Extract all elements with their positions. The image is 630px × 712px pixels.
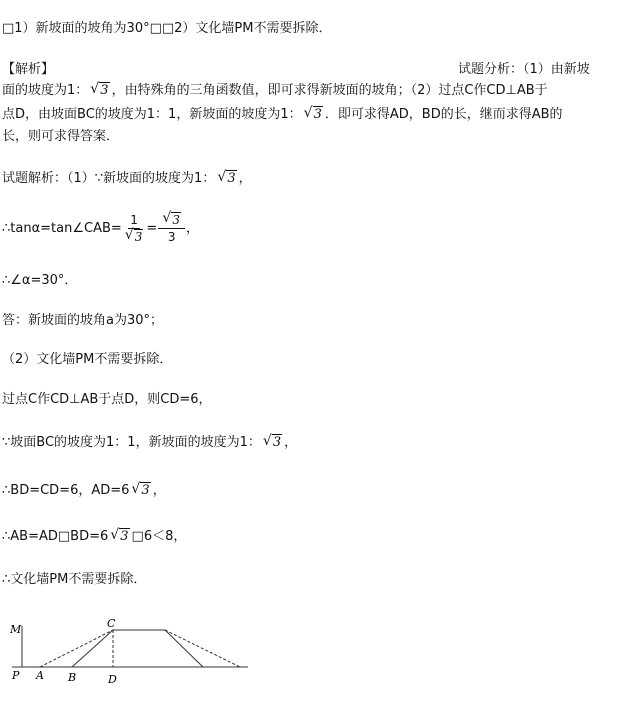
solution-conclusion: ∴文化墙PM不需要拆除．: [2, 572, 147, 587]
sqrt-3: √ 3: [90, 82, 109, 100]
solution-step-1: 试题解析：（1）∵新坡面的坡度为1：√ 3 ，: [2, 170, 252, 188]
analysis-heading: 【解析】: [2, 62, 55, 77]
analysis-line-2: 面的坡度为1：√ 3 ，由特殊角的三角函数值，即可求得新坡面的坡角；（2）过点C作CD⊥AB于: [2, 82, 548, 100]
solution-answer-1: 答：新坡面的坡角a为30°；: [2, 313, 164, 328]
solution-step-6: 过点C作CD⊥AB于点D，则CD=6，: [2, 392, 212, 407]
label-b: B: [68, 671, 77, 684]
new-right-slope: [165, 630, 240, 667]
sqrt-3: √ 3: [110, 528, 129, 546]
label-a: A: [36, 669, 44, 682]
label-c: C: [107, 617, 116, 630]
new-slope-ac: [40, 630, 113, 667]
right-slope: [165, 630, 203, 667]
label-d: D: [108, 673, 117, 686]
sqrt-3: √ 3: [131, 482, 150, 500]
solution-step-3: ∴∠α=30°．: [2, 273, 78, 288]
fraction-sqrt3-over-3: √ $\frac{3}{3}$: [158, 212, 185, 245]
analysis-line-3: 点D，由坡面BC的坡度为1：1，新坡面的坡度为1：√ 3 ．即可求得AD，BD的长，继而求得AB的: [2, 106, 563, 124]
slope-diagram: [0, 612, 260, 692]
label-p: P: [12, 669, 20, 682]
sqrt-3: √ 3: [304, 106, 323, 124]
analysis-line-4: 长，则可求得答案．: [2, 129, 120, 144]
sqrt-3: √ 3: [217, 170, 236, 188]
solution-step-7: ∵坡面BC的坡度为1：1，新坡面的坡度为1：√ 3 ，: [2, 434, 297, 452]
solution-step-2: ∴tanα=tan∠CAB= 1 √ 3 = √ $\frac{3}{3}$ ，: [2, 212, 199, 246]
fraction-1-over-sqrt3: 1 √ 3: [123, 212, 146, 245]
solution-part-2: （2）文化墙PM不需要拆除．: [2, 352, 173, 367]
solution-step-9: ∴AB=AD□BD=6√ 3 □6＜8，: [2, 528, 186, 546]
analysis-line-1: 试题分析：（1）由新坡: [458, 62, 590, 77]
label-m: M: [10, 623, 22, 636]
answer-summary: □1）新坡面的坡角为30°□□2）文化墙PM不需要拆除．: [2, 21, 332, 36]
solution-step-8: ∴BD=CD=6，AD=6√ 3 ，: [2, 482, 166, 500]
sqrt-3: √ 3: [263, 434, 282, 452]
slope-bc: [72, 630, 113, 667]
